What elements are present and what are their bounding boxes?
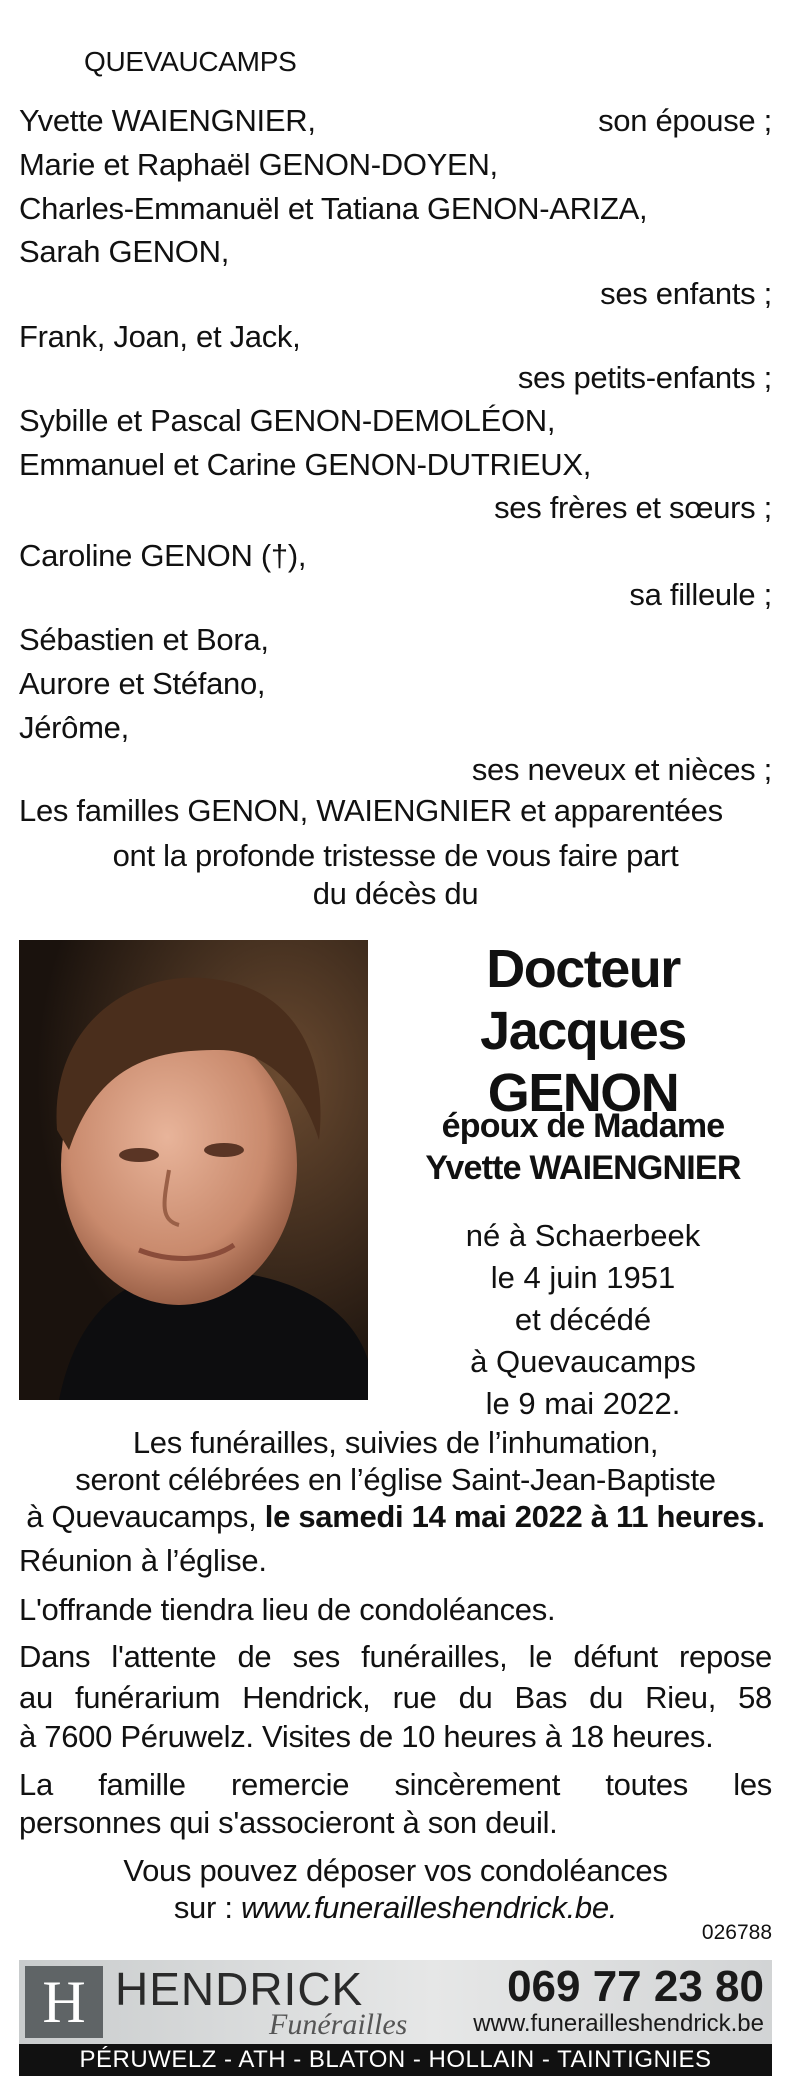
funeral-place: à Quevaucamps,	[26, 1499, 265, 1534]
nephew-line: Aurore et Stéfano,	[19, 666, 266, 701]
condolences-line: Vous pouvez déposer vos condoléances	[123, 1853, 668, 1888]
spouse-role: son épouse ;	[598, 103, 772, 138]
birth-place: né à Schaerbeek	[465, 1218, 701, 1253]
grandchildren-role: ses petits-enfants ;	[517, 360, 772, 395]
nephews-role: ses neveux et nièces ;	[471, 752, 772, 787]
brand-name: HENDRICK	[115, 1963, 364, 2015]
portrait-illustration	[19, 940, 368, 1400]
death-date: le 9 mai 2022.	[485, 1386, 681, 1421]
sibling-line: Sybille et Pascal GENON-DEMOLÉON,	[19, 403, 556, 438]
announcement-line: du décès du	[312, 876, 479, 911]
grandchildren-line: Frank, Joan, et Jack,	[19, 319, 301, 354]
funeral-datetime: le samedi 14 mai 2022 à 11 heures.	[264, 1499, 765, 1534]
hendrick-logo: H	[25, 1966, 103, 2038]
child-line: Marie et Raphaël GENON-DOYEN,	[19, 147, 498, 182]
rest-line: au funérarium Hendrick, rue du Bas du Rieu, 58	[19, 1680, 772, 1715]
funeral-line: seront célébrées en l’église Saint-Jean-Baptiste	[75, 1462, 716, 1497]
child-line: Charles-Emmanuël et Tatiana GENON-ARIZA,	[19, 191, 648, 226]
death-intro: et décédé	[514, 1302, 652, 1337]
rest-line: à 7600 Péruwelz. Visites de 10 heures à 18 heures.	[19, 1719, 714, 1754]
reference-number: 026788	[701, 1921, 772, 1944]
condolences-line	[0, 1888, 791, 1928]
deceased-name: Jacques GENON	[480, 1001, 686, 1123]
condolences-link[interactable]: www.funerailleshendrick.be.	[240, 1890, 618, 1925]
town-heading: QUEVAUCAMPS	[84, 46, 297, 77]
offering-line: L'offrande tiendra lieu de condoléances.	[19, 1592, 556, 1627]
phone-number: 069 77 23 80	[507, 1962, 764, 2011]
condolences-prefix: sur :	[173, 1890, 241, 1925]
locations-strip: PÉRUWELZ - ATH - BLATON - HOLLAIN - TAINTIGNIES	[19, 2044, 772, 2076]
funeral-line	[0, 1497, 791, 1537]
brand-subtitle: Funérailles	[269, 2008, 408, 2041]
families-line: Les familles GENON, WAIENGNIER et apparentées	[19, 793, 723, 828]
announcement-line: ont la profonde tristesse de vous faire part	[112, 838, 679, 873]
funeral-line: Les funérailles, suivies de l’inhumation,	[132, 1425, 659, 1460]
deceased-title: Docteur	[486, 939, 680, 999]
siblings-role: ses frères et sœurs ;	[494, 490, 772, 525]
thanks-line: La famille remercie sincèrement toutes les	[19, 1767, 772, 1802]
nephew-line: Sébastien et Bora,	[19, 622, 269, 657]
spouse-line: époux de Madame	[441, 1107, 725, 1145]
spouse-name: Yvette WAIENGNIER,	[19, 103, 316, 138]
child-line: Sarah GENON,	[19, 234, 230, 269]
nephew-line: Jérôme,	[19, 710, 129, 745]
deceased-name-block	[383, 938, 783, 1124]
birth-date: le 4 juin 1951	[490, 1260, 676, 1295]
dates-block	[383, 1215, 783, 1425]
funeral-home-banner	[19, 1960, 772, 2076]
goddaughter-line: Caroline GENON (†),	[19, 538, 307, 573]
thanks-line: personnes qui s'associeront à son deuil.	[19, 1805, 558, 1840]
rest-line: Dans l'attente de ses funérailles, le défunt repose	[19, 1639, 772, 1674]
spouse-line: Yvette WAIENGNIER	[425, 1149, 741, 1187]
goddaughter-role: sa filleule ;	[629, 577, 772, 612]
children-role: ses enfants ;	[600, 276, 772, 311]
website-link[interactable]: www.funerailleshendrick.be	[473, 2010, 764, 2037]
portrait-photo	[19, 940, 368, 1400]
meeting-line: Réunion à l’église.	[19, 1543, 267, 1578]
death-place: à Quevaucamps	[470, 1344, 696, 1379]
spouse-block	[383, 1105, 783, 1189]
sibling-line: Emmanuel et Carine GENON-DUTRIEUX,	[19, 447, 592, 482]
